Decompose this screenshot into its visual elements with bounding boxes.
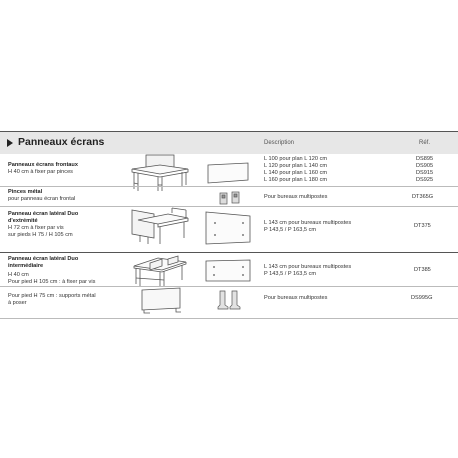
description-column-header: Description	[264, 140, 295, 146]
section-title: Panneaux écrans	[18, 136, 105, 148]
triangle-right-icon	[7, 139, 13, 147]
ref-column-header: Réf.	[419, 140, 431, 146]
row-divider	[0, 286, 458, 287]
metal-clips-icon	[218, 191, 242, 205]
row2-name: Pinces métal	[8, 189, 43, 195]
row4-name-2: intermédiaire	[8, 263, 44, 269]
desk-intermediate-side-screen-illustration	[128, 254, 190, 290]
intermediate-side-panel-icon	[205, 259, 251, 283]
row2-ref-0: DT365G	[412, 194, 434, 200]
row1-desc-3: L 160 pour plan L 180 cm	[264, 177, 328, 183]
row3-sub-0: H 72 cm à fixer par vis	[8, 225, 64, 231]
row1-name: Panneaux écrans frontaux	[8, 162, 78, 168]
row2-desc-0: Pour bureaux multipostes	[264, 194, 328, 200]
row-divider	[0, 252, 458, 253]
row4-desc-0: L 143 cm pour bureaux multipostes	[264, 264, 352, 270]
row5-ref-0: DS995G	[411, 295, 433, 301]
row3-desc-0: L 143 cm pour bureaux multipostes	[264, 220, 352, 226]
row-divider	[0, 206, 458, 207]
row3-name-2: d'extrémité	[8, 218, 38, 224]
row1-desc-1: L 120 pour plan L 140 cm	[264, 163, 328, 169]
row1-ref-1: DS905	[416, 163, 434, 169]
row3-desc-1: P 143,5 / P 163,5 cm	[264, 227, 317, 233]
end-side-panel-icon	[205, 211, 251, 245]
row4-sub-4: à poser	[8, 300, 27, 306]
row1-sub-0: H 40 cm à fixer par pinces	[8, 169, 73, 175]
row4-desc-1: P 143,5 / P 163,5 cm	[264, 271, 317, 277]
row2-sub-0: pour panneau écran frontal	[8, 196, 76, 202]
row3-ref-0: DT375	[414, 223, 431, 229]
row3-name: Panneau écran latéral Duo	[8, 211, 79, 217]
row1-ref-3: DS925	[416, 177, 434, 183]
row4-ref-0: DT385	[414, 267, 431, 273]
panel-with-supports-illustration	[140, 286, 182, 314]
row4-sub-1: Pour pied H 105 cm : à fixer par vis	[8, 279, 96, 285]
row1-desc-0: L 100 pour plan L 120 cm	[264, 156, 328, 162]
row4-name: Panneau écran latéral Duo	[8, 256, 79, 262]
desk-end-side-screen-illustration	[128, 204, 190, 246]
desk-front-screen-illustration	[130, 153, 190, 193]
row5-desc-0: Pour bureaux multipostes	[264, 295, 328, 301]
row-divider	[0, 186, 458, 187]
row4-sub-3: Pour pied H 75 cm : supports métal	[8, 293, 96, 299]
row4-sub-0: H 40 cm	[8, 272, 29, 278]
bottom-rule	[0, 318, 458, 319]
front-panel-icon	[207, 162, 249, 184]
row3-sub-1: sur pieds H 75 / H 105 cm	[8, 232, 73, 238]
row1-desc-2: L 140 pour plan L 160 cm	[264, 170, 328, 176]
row1-ref-2: DS915	[416, 170, 434, 176]
metal-supports-icon	[217, 289, 243, 311]
row1-ref-0: DS895	[416, 156, 434, 162]
